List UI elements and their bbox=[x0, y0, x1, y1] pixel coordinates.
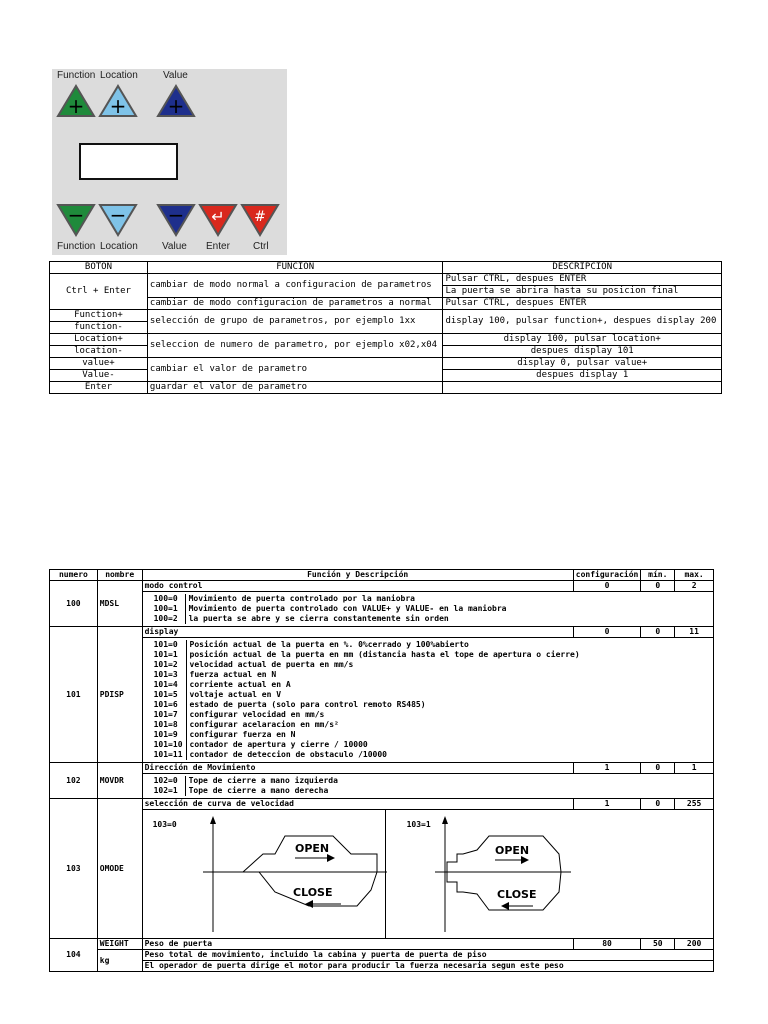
value-minus-key[interactable] bbox=[156, 203, 196, 237]
cell-boton-location-minus: location- bbox=[50, 346, 148, 358]
cell-descripcion bbox=[443, 382, 722, 394]
param-config: 80 bbox=[573, 939, 641, 950]
option-key: 100=1 bbox=[151, 604, 186, 614]
option-key: 101=5 bbox=[151, 690, 186, 700]
parameter-table bbox=[49, 569, 714, 972]
option-row bbox=[151, 730, 583, 740]
location-bottom-label: Location bbox=[100, 241, 138, 252]
option-row bbox=[151, 640, 583, 650]
param-name: MDSL bbox=[97, 581, 142, 627]
cell-boton-function-minus: function- bbox=[50, 322, 148, 334]
header-funcion: FUNCION bbox=[147, 262, 443, 274]
option-key: 101=1 bbox=[151, 650, 186, 660]
param-max: 255 bbox=[675, 799, 714, 810]
option-row bbox=[151, 670, 583, 680]
function-minus-key[interactable] bbox=[56, 203, 96, 237]
option-row bbox=[151, 650, 583, 660]
option-value: Tope de cierre a mano izquierda bbox=[188, 776, 338, 785]
option-row bbox=[151, 776, 341, 786]
option-value: configurar velocidad en mm/s bbox=[189, 710, 325, 719]
param-name: PDISP bbox=[97, 627, 142, 763]
svg-text:−: − bbox=[67, 203, 85, 227]
cell-descripcion: display 100, pulsar location+ bbox=[443, 334, 722, 346]
param-number: 100 bbox=[50, 581, 98, 627]
param-config: 1 bbox=[573, 763, 641, 774]
option-key: 101=2 bbox=[151, 660, 186, 670]
value-plus-key[interactable] bbox=[156, 84, 196, 118]
option-key: 101=10 bbox=[151, 740, 186, 750]
location-plus-key[interactable] bbox=[98, 84, 138, 118]
param-max: 200 bbox=[675, 939, 714, 950]
cell-funcion: cambiar el valor de parametro bbox=[147, 358, 443, 382]
option-row bbox=[151, 604, 510, 614]
header-numero: numero bbox=[50, 570, 98, 581]
param-title: selección de curva de velocidad bbox=[142, 799, 573, 810]
svg-text:+: + bbox=[67, 94, 85, 118]
option-row bbox=[151, 700, 583, 710]
param-max: 1 bbox=[675, 763, 714, 774]
cell-boton-location-plus: Location+ bbox=[50, 334, 148, 346]
svg-text:+: + bbox=[167, 94, 185, 118]
option-key: 100=0 bbox=[151, 594, 186, 604]
options-list bbox=[151, 594, 510, 624]
value-bottom-label: Value bbox=[162, 241, 187, 252]
option-row bbox=[151, 690, 583, 700]
option-value: voltaje actual en V bbox=[189, 690, 282, 699]
keypad-panel bbox=[52, 69, 287, 255]
option-row bbox=[151, 614, 510, 624]
param-number: 101 bbox=[50, 627, 98, 763]
param-min: 50 bbox=[641, 939, 675, 950]
param-min: 0 bbox=[641, 581, 675, 592]
option-value: posición actual de la puerta en mm (distancia hasta el tope de apertura o cierre) bbox=[189, 650, 580, 659]
option-value: fuerza actual en N bbox=[189, 670, 277, 679]
cell-funcion: cambiar de modo configuracion de parametros a normal bbox=[147, 298, 443, 310]
option-row bbox=[151, 750, 583, 760]
option-value: Posición actual de la puerta en %. 0%cerrado y 100%abierto bbox=[189, 640, 469, 649]
cell-boton-ctrl-enter: Ctrl + Enter bbox=[50, 274, 148, 310]
cell-funcion: cambiar de modo normal a configuracion de parametros bbox=[147, 274, 443, 298]
option-row bbox=[151, 680, 583, 690]
param-unit: kg bbox=[97, 950, 142, 972]
open-label-2: OPEN bbox=[494, 844, 529, 857]
cell-boton-value-minus: Value- bbox=[50, 370, 148, 382]
param-max: 2 bbox=[675, 581, 714, 592]
option-value: configurar fuerza en N bbox=[189, 730, 296, 739]
param-name: WEIGHT bbox=[97, 939, 142, 950]
option-key: 101=9 bbox=[151, 730, 186, 740]
svg-text:↵: ↵ bbox=[211, 207, 225, 226]
option-row bbox=[151, 594, 510, 604]
param-min: 0 bbox=[641, 799, 675, 810]
option-row bbox=[151, 710, 583, 720]
curve-1-label: 103=1 bbox=[406, 820, 431, 829]
option-key: 101=8 bbox=[151, 720, 186, 730]
cell-funcion: seleccion de numero de parametro, por ejemplo x02,x04 bbox=[147, 334, 443, 358]
param-number: 103 bbox=[50, 799, 98, 939]
cell-descripcion: display 0, pulsar value+ bbox=[443, 358, 722, 370]
cell-boton-function-plus: Function+ bbox=[50, 310, 148, 322]
cell-descripcion: Pulsar CTRL, despues ENTER bbox=[443, 274, 722, 286]
option-value: estado de puerta (solo para control remoto RS485) bbox=[189, 700, 426, 709]
header-descripcion: DESCRIPCION bbox=[443, 262, 722, 274]
close-label-2: CLOSE bbox=[496, 888, 537, 901]
cell-funcion: selección de grupo de parametros, por ejemplo 1xx bbox=[147, 310, 443, 334]
option-key: 102=0 bbox=[151, 776, 186, 786]
header-configuracion: configuración bbox=[573, 570, 641, 581]
param-title: display bbox=[142, 627, 573, 638]
param-number: 102 bbox=[50, 763, 98, 799]
speed-curve-1-diagram bbox=[433, 814, 623, 934]
cell-boton-enter: Enter bbox=[50, 382, 148, 394]
cell-descripcion: La puerta se abrira hasta su posicion final bbox=[443, 286, 722, 298]
param-description: El operador de puerta dirige el motor para producir la fuerza necesaria segun este peso bbox=[142, 961, 713, 972]
option-key: 101=4 bbox=[151, 680, 186, 690]
options-list bbox=[151, 776, 341, 796]
curve-divider bbox=[385, 810, 386, 938]
svg-text:#: # bbox=[254, 209, 266, 225]
param-options bbox=[142, 638, 713, 763]
option-value: Tope de cierre a mano derecha bbox=[188, 786, 329, 795]
cell-descripcion: despues display 101 bbox=[443, 346, 722, 358]
param-title: modo control bbox=[142, 581, 573, 592]
enter-key[interactable] bbox=[198, 203, 238, 237]
svg-text:−: − bbox=[167, 203, 185, 227]
cell-descripcion: Pulsar CTRL, despues ENTER bbox=[443, 298, 722, 310]
param-config: 0 bbox=[573, 581, 641, 592]
header-min: mín. bbox=[641, 570, 675, 581]
value-top-label: Value bbox=[163, 70, 188, 81]
option-key: 102=1 bbox=[151, 786, 186, 796]
param-config: 0 bbox=[573, 627, 641, 638]
option-key: 101=7 bbox=[151, 710, 186, 720]
option-key: 101=0 bbox=[151, 640, 186, 650]
param-title: Dirección de Movimiento bbox=[142, 763, 573, 774]
function-top-label: Function bbox=[57, 70, 96, 81]
function-plus-key[interactable] bbox=[56, 84, 96, 118]
open-label: OPEN bbox=[294, 842, 329, 855]
ctrl-key[interactable] bbox=[240, 203, 280, 237]
location-minus-key[interactable] bbox=[98, 203, 138, 237]
option-row bbox=[151, 740, 583, 750]
svg-text:−: − bbox=[109, 203, 127, 227]
param-number: 104 bbox=[50, 939, 98, 972]
cell-boton-value-plus: value+ bbox=[50, 358, 148, 370]
option-key: 101=3 bbox=[151, 670, 186, 680]
function-bottom-label: Function bbox=[57, 241, 96, 252]
param-title: Peso de puerta bbox=[142, 939, 573, 950]
header-nombre: nombre bbox=[97, 570, 142, 581]
param-config: 1 bbox=[573, 799, 641, 810]
option-value: contador de deteccion de obstaculo /10000 bbox=[189, 750, 387, 759]
param-name: MOVDR bbox=[97, 763, 142, 799]
enter-bottom-label: Enter bbox=[206, 241, 230, 252]
ctrl-bottom-label: Ctrl bbox=[253, 241, 269, 252]
cell-descripcion: display 100, pulsar function+, despues display 200 bbox=[443, 310, 722, 334]
param-options bbox=[142, 592, 713, 627]
param-min: 0 bbox=[641, 627, 675, 638]
speed-curve-0-diagram bbox=[199, 814, 389, 934]
option-value: Movimiento de puerta controlado por la maniobra bbox=[188, 594, 415, 603]
option-row bbox=[151, 786, 341, 796]
param-max: 11 bbox=[675, 627, 714, 638]
option-row bbox=[151, 720, 583, 730]
cell-funcion: guardar el valor de parametro bbox=[147, 382, 443, 394]
option-key: 101=6 bbox=[151, 700, 186, 710]
option-key: 101=11 bbox=[151, 750, 186, 760]
param-description: Peso total de movimiento, incluido la cabina y puerta de puerta de piso bbox=[142, 950, 713, 961]
header-funcion-descripcion: Función y Descripción bbox=[142, 570, 573, 581]
header-max: max. bbox=[675, 570, 714, 581]
svg-text:+: + bbox=[109, 94, 127, 118]
speed-curve-diagrams bbox=[142, 810, 713, 939]
lcd-display bbox=[79, 143, 178, 180]
option-value: contador de apertura y cierre / 10000 bbox=[189, 740, 368, 749]
option-value: la puerta se abre y se cierra constantemente sin orden bbox=[188, 614, 449, 623]
option-value: velocidad actual de puerta en mm/s bbox=[189, 660, 354, 669]
button-function-table bbox=[49, 261, 722, 394]
param-min: 0 bbox=[641, 763, 675, 774]
option-row bbox=[151, 660, 583, 670]
param-options bbox=[142, 774, 713, 799]
curve-0-label: 103=0 bbox=[152, 820, 177, 829]
param-name: OMODE bbox=[97, 799, 142, 939]
cell-descripcion: despues display 1 bbox=[443, 370, 722, 382]
option-key: 100=2 bbox=[151, 614, 186, 624]
header-boton: BOTON bbox=[50, 262, 148, 274]
option-value: Movimiento de puerta controlado con VALUE+ y VALUE- en la maniobra bbox=[188, 604, 507, 613]
close-label: CLOSE bbox=[292, 886, 333, 899]
options-list bbox=[151, 640, 583, 760]
option-value: configurar acelaracion en mm/s² bbox=[189, 720, 339, 729]
location-top-label: Location bbox=[100, 70, 138, 81]
option-value: corriente actual en A bbox=[189, 680, 291, 689]
